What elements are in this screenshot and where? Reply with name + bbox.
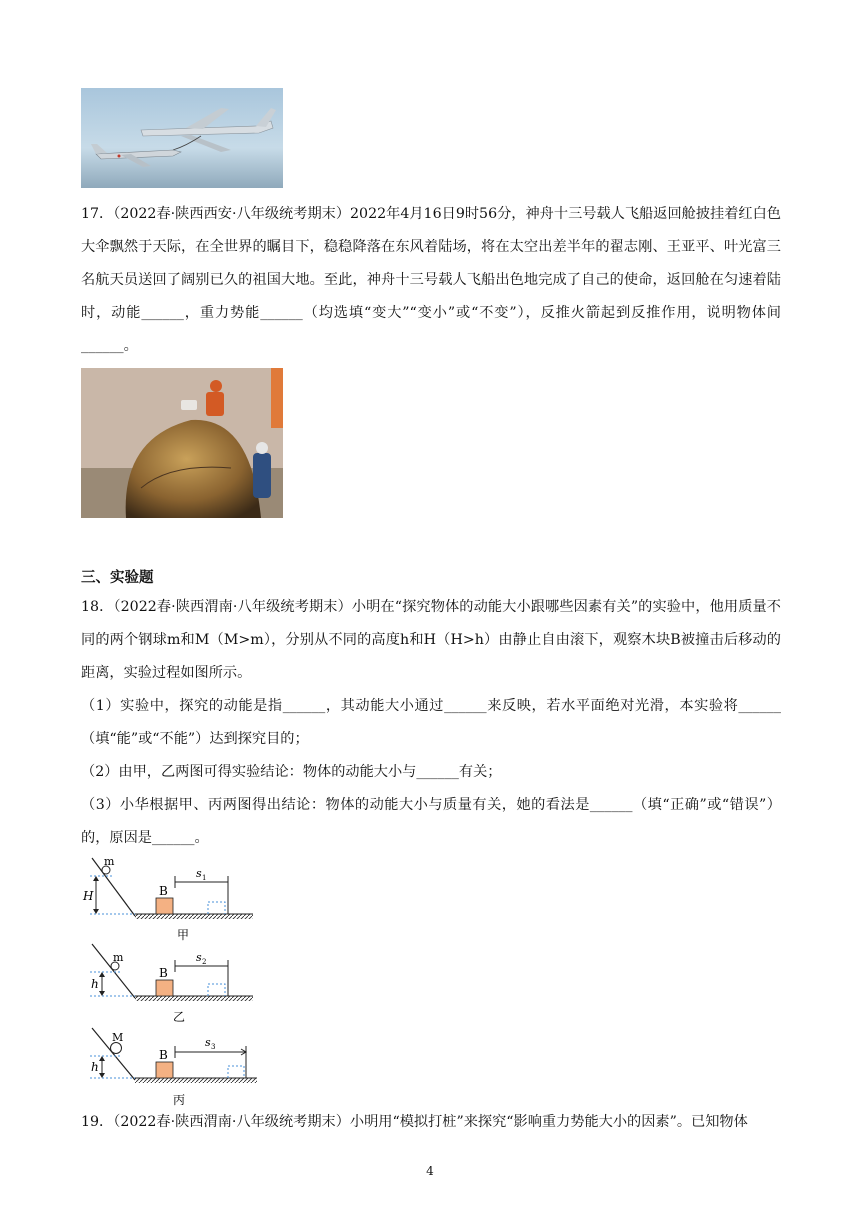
page-number: 4 bbox=[426, 1164, 434, 1178]
distance-label: s bbox=[196, 951, 202, 964]
ball-label: m bbox=[113, 951, 124, 964]
question-17: 17．（2022春·陕西西安·八年级统考期末）2022年4月16日9时56分，神舟十三号载人飞船返回舱披挂着红白色大伞飘然于天际，在全世界的瞩目下，稳稳降落在东风着陆场，将在太空出差半年的翟志刚、王亚平、叶光富三名航天员送回了阔别已久的祖国大地。至此，神舟十三号载人飞船出色地完成了自己的使命，返回舱在匀速着陆时，动能______，重力势能______（均选填“变大”“变小”或“不变”），反推火箭起到反推作用，说明物体间______。 bbox=[81, 206, 781, 354]
block-label: B bbox=[159, 1048, 168, 1062]
question-19: 19．（2022春·陕西渭南·八年级统考期末）小明用“模拟打桩”来探究“影响重力势能大小的因素”。已知物体 bbox=[81, 1114, 748, 1130]
ball-label: M bbox=[112, 1031, 124, 1044]
height-label: H bbox=[83, 889, 94, 903]
distance-label: s bbox=[196, 867, 202, 880]
experiment-figure bbox=[80, 856, 260, 1118]
question-18-stem: 18．（2022春·陕西渭南·八年级统考期末）小明在“探究物体的动能大小跟哪些因素有关”的实验中，他用质量不同的两个钢球m和M（M>m），分别从不同的高度h和H（H>h）由静止自由滚下，观察木块B被撞击后移动的距离，实验过程如图所示。 bbox=[81, 599, 781, 681]
distance-sub: 3 bbox=[211, 1043, 216, 1051]
section-title: 三、实验题 bbox=[81, 570, 154, 586]
distance-sub: 2 bbox=[202, 958, 207, 966]
question-18-part2: （2）由甲，乙两图可得实验结论：物体的动能大小与______有关； bbox=[81, 764, 502, 780]
height-label: h bbox=[91, 977, 99, 991]
caption: 乙 bbox=[173, 1010, 186, 1024]
diagram-yi bbox=[90, 944, 253, 1024]
distance-sub: 1 bbox=[202, 874, 207, 882]
block-label: B bbox=[159, 884, 168, 898]
caption: 丙 bbox=[173, 1093, 186, 1107]
distance-label: s bbox=[205, 1036, 211, 1049]
question-18-part3: （3）小华根据甲、丙两图得出结论：物体的动能大小与质量有关，她的看法是______（填“正确”或“错误”）的，原因是______。 bbox=[81, 797, 781, 846]
ball-label: m bbox=[104, 856, 115, 868]
caption: 甲 bbox=[177, 928, 190, 942]
diagram-jia bbox=[82, 856, 253, 942]
height-label: h bbox=[91, 1060, 99, 1074]
capsule-photo bbox=[81, 368, 283, 518]
question-18-part1: （1）实验中，探究的动能是指______，其动能大小通过______来反映，若水平面绝对光滑，本实验将______（填“能”或“不能”）达到探究目的； bbox=[81, 698, 781, 747]
diagram-bing bbox=[90, 1028, 257, 1107]
aircraft-photo bbox=[81, 88, 283, 188]
block-label: B bbox=[159, 966, 168, 980]
